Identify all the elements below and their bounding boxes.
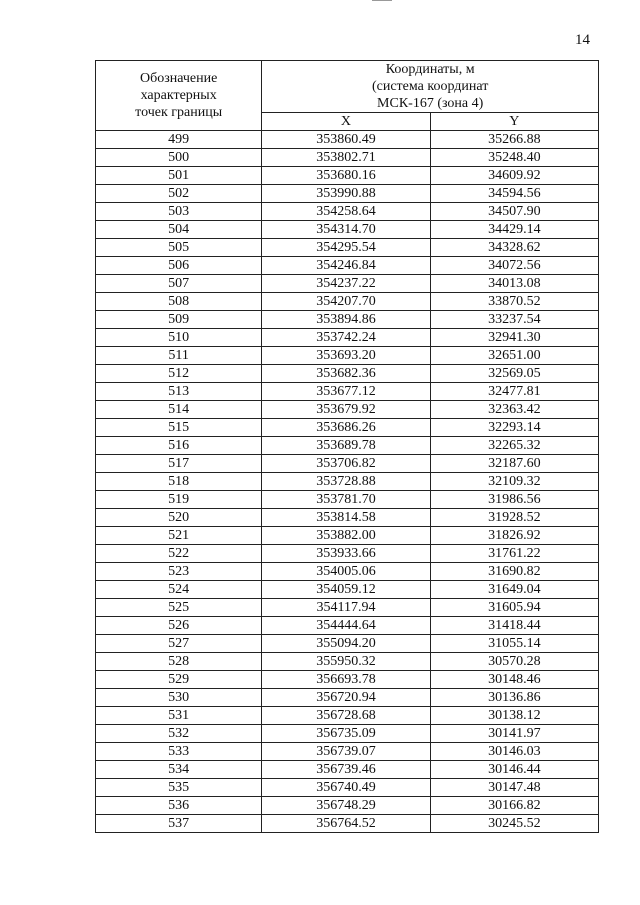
point-id-cell: 499 xyxy=(96,131,262,149)
point-id-cell: 511 xyxy=(96,347,262,365)
table-row xyxy=(96,221,599,239)
x-coordinate-cell: 353689.78 xyxy=(262,437,430,455)
table-body xyxy=(96,131,599,833)
point-id-cell: 524 xyxy=(96,581,262,599)
header-name-line: характерных xyxy=(140,88,217,103)
y-coordinate-cell: 31418.44 xyxy=(430,617,598,635)
y-coordinate-cell: 30146.03 xyxy=(430,743,598,761)
point-id-cell: 507 xyxy=(96,275,262,293)
table-row xyxy=(96,239,599,257)
x-coordinate-cell: 356728.68 xyxy=(262,707,430,725)
x-coordinate-cell: 356693.78 xyxy=(262,671,430,689)
header-name-line: точек границы xyxy=(135,105,223,120)
x-coordinate-cell: 353814.58 xyxy=(262,509,430,527)
table-row xyxy=(96,311,599,329)
x-coordinate-cell: 353682.36 xyxy=(262,365,430,383)
point-id-cell: 508 xyxy=(96,293,262,311)
point-id-cell: 505 xyxy=(96,239,262,257)
x-coordinate-cell: 353680.16 xyxy=(262,167,430,185)
point-id-cell: 513 xyxy=(96,383,262,401)
table-row xyxy=(96,599,599,617)
y-coordinate-cell: 34429.14 xyxy=(430,221,598,239)
table-row xyxy=(96,797,599,815)
y-coordinate-cell: 32265.32 xyxy=(430,437,598,455)
point-id-cell: 506 xyxy=(96,257,262,275)
y-coordinate-cell: 31649.04 xyxy=(430,581,598,599)
page-number: 14 xyxy=(575,32,590,48)
y-coordinate-cell: 31690.82 xyxy=(430,563,598,581)
table-row xyxy=(96,365,599,383)
x-coordinate-cell: 354005.06 xyxy=(262,563,430,581)
y-coordinate-cell: 33870.52 xyxy=(430,293,598,311)
point-id-cell: 535 xyxy=(96,779,262,797)
point-id-cell: 512 xyxy=(96,365,262,383)
x-coordinate-cell: 353894.86 xyxy=(262,311,430,329)
x-coordinate-cell: 356739.46 xyxy=(262,761,430,779)
x-coordinate-cell: 354207.70 xyxy=(262,293,430,311)
point-id-cell: 510 xyxy=(96,329,262,347)
x-coordinate-cell: 353686.26 xyxy=(262,419,430,437)
x-coordinate-cell: 356740.49 xyxy=(262,779,430,797)
x-coordinate-cell: 353706.82 xyxy=(262,455,430,473)
y-coordinate-cell: 32477.81 xyxy=(430,383,598,401)
table-row xyxy=(96,149,599,167)
table-row xyxy=(96,347,599,365)
y-coordinate-cell: 32363.42 xyxy=(430,401,598,419)
table-row xyxy=(96,743,599,761)
x-coordinate-cell: 354237.22 xyxy=(262,275,430,293)
table-row xyxy=(96,527,599,545)
y-coordinate-cell: 34609.92 xyxy=(430,167,598,185)
table-row xyxy=(96,491,599,509)
y-coordinate-cell: 30138.12 xyxy=(430,707,598,725)
x-coordinate-cell: 354059.12 xyxy=(262,581,430,599)
table-row xyxy=(96,257,599,275)
x-coordinate-cell: 353693.20 xyxy=(262,347,430,365)
table-row xyxy=(96,455,599,473)
point-id-cell: 526 xyxy=(96,617,262,635)
table-row xyxy=(96,761,599,779)
point-id-cell: 533 xyxy=(96,743,262,761)
y-coordinate-cell: 35248.40 xyxy=(430,149,598,167)
header-coord-line: МСК-167 (зона 4) xyxy=(377,96,484,111)
table-row xyxy=(96,581,599,599)
header-coord-line: (система координат xyxy=(371,79,489,94)
point-id-cell: 514 xyxy=(96,401,262,419)
table-row xyxy=(96,617,599,635)
table-row xyxy=(96,383,599,401)
x-coordinate-cell: 354295.54 xyxy=(262,239,430,257)
point-id-cell: 504 xyxy=(96,221,262,239)
x-coordinate-cell: 356735.09 xyxy=(262,725,430,743)
table-row xyxy=(96,779,599,797)
point-id-cell: 537 xyxy=(96,815,262,833)
table-row xyxy=(96,401,599,419)
y-coordinate-cell: 30148.46 xyxy=(430,671,598,689)
point-id-cell: 503 xyxy=(96,203,262,221)
y-coordinate-cell: 34594.56 xyxy=(430,185,598,203)
x-coordinate-cell: 355950.32 xyxy=(262,653,430,671)
point-id-cell: 521 xyxy=(96,527,262,545)
table-row xyxy=(96,419,599,437)
y-coordinate-cell: 31826.92 xyxy=(430,527,598,545)
x-coordinate-cell: 353679.92 xyxy=(262,401,430,419)
point-id-cell: 518 xyxy=(96,473,262,491)
point-id-cell: 509 xyxy=(96,311,262,329)
y-coordinate-cell: 30146.44 xyxy=(430,761,598,779)
point-id-cell: 534 xyxy=(96,761,262,779)
point-id-cell: 517 xyxy=(96,455,262,473)
x-coordinate-cell: 356748.29 xyxy=(262,797,430,815)
point-id-cell: 528 xyxy=(96,653,262,671)
point-id-cell: 500 xyxy=(96,149,262,167)
header-name-line: Обозначение xyxy=(139,71,218,86)
header-coord-line: Координаты, м xyxy=(385,62,475,77)
x-coordinate-cell: 355094.20 xyxy=(262,635,430,653)
table-row xyxy=(96,167,599,185)
table-row xyxy=(96,509,599,527)
y-coordinate-cell: 30141.97 xyxy=(430,725,598,743)
point-id-cell: 515 xyxy=(96,419,262,437)
y-coordinate-cell: 33237.54 xyxy=(430,311,598,329)
y-coordinate-cell: 30570.28 xyxy=(430,653,598,671)
table-row xyxy=(96,293,599,311)
point-id-cell: 516 xyxy=(96,437,262,455)
y-coordinate-cell: 32941.30 xyxy=(430,329,598,347)
y-coordinate-cell: 30166.82 xyxy=(430,797,598,815)
y-coordinate-cell: 34072.56 xyxy=(430,257,598,275)
y-coordinate-cell: 34507.90 xyxy=(430,203,598,221)
header-coordinates xyxy=(262,61,599,113)
point-id-cell: 501 xyxy=(96,167,262,185)
y-coordinate-cell: 34013.08 xyxy=(430,275,598,293)
table-header xyxy=(96,61,599,131)
x-coordinate-cell: 353781.70 xyxy=(262,491,430,509)
y-coordinate-cell: 30245.52 xyxy=(430,815,598,833)
point-id-cell: 536 xyxy=(96,797,262,815)
x-coordinate-cell: 353802.71 xyxy=(262,149,430,167)
table-row xyxy=(96,653,599,671)
y-coordinate-cell: 31605.94 xyxy=(430,599,598,617)
header-y: Y xyxy=(430,113,598,131)
x-coordinate-cell: 353933.66 xyxy=(262,545,430,563)
table-row xyxy=(96,635,599,653)
y-coordinate-cell: 32109.32 xyxy=(430,473,598,491)
x-coordinate-cell: 353742.24 xyxy=(262,329,430,347)
y-coordinate-cell: 31055.14 xyxy=(430,635,598,653)
y-coordinate-cell: 31761.22 xyxy=(430,545,598,563)
table-row xyxy=(96,329,599,347)
point-id-cell: 519 xyxy=(96,491,262,509)
point-id-cell: 520 xyxy=(96,509,262,527)
y-coordinate-cell: 30136.86 xyxy=(430,689,598,707)
table-row xyxy=(96,203,599,221)
x-coordinate-cell: 353882.00 xyxy=(262,527,430,545)
x-coordinate-cell: 353728.88 xyxy=(262,473,430,491)
point-id-cell: 527 xyxy=(96,635,262,653)
y-coordinate-cell: 32651.00 xyxy=(430,347,598,365)
point-id-cell: 502 xyxy=(96,185,262,203)
y-coordinate-cell: 31986.56 xyxy=(430,491,598,509)
point-id-cell: 525 xyxy=(96,599,262,617)
table-row xyxy=(96,131,599,149)
x-coordinate-cell: 356764.52 xyxy=(262,815,430,833)
point-id-cell: 530 xyxy=(96,689,262,707)
x-coordinate-cell: 353860.49 xyxy=(262,131,430,149)
table-row xyxy=(96,473,599,491)
y-coordinate-cell: 30147.48 xyxy=(430,779,598,797)
x-coordinate-cell: 354444.64 xyxy=(262,617,430,635)
point-id-cell: 532 xyxy=(96,725,262,743)
y-coordinate-cell: 32569.05 xyxy=(430,365,598,383)
x-coordinate-cell: 353677.12 xyxy=(262,383,430,401)
x-coordinate-cell: 356739.07 xyxy=(262,743,430,761)
table-row xyxy=(96,545,599,563)
x-coordinate-cell: 354314.70 xyxy=(262,221,430,239)
header-point-designation xyxy=(96,61,262,131)
table-row xyxy=(96,689,599,707)
y-coordinate-cell: 32293.14 xyxy=(430,419,598,437)
coordinates-table xyxy=(95,60,599,833)
y-coordinate-cell: 35266.88 xyxy=(430,131,598,149)
table-row xyxy=(96,275,599,293)
point-id-cell: 529 xyxy=(96,671,262,689)
y-coordinate-cell: 34328.62 xyxy=(430,239,598,257)
x-coordinate-cell: 356720.94 xyxy=(262,689,430,707)
table-row xyxy=(96,725,599,743)
x-coordinate-cell: 354258.64 xyxy=(262,203,430,221)
table-row xyxy=(96,563,599,581)
point-id-cell: 523 xyxy=(96,563,262,581)
top-scan-mark xyxy=(372,0,392,1)
table-row xyxy=(96,671,599,689)
point-id-cell: 522 xyxy=(96,545,262,563)
table-row xyxy=(96,707,599,725)
header-x: X xyxy=(262,113,430,131)
y-coordinate-cell: 31928.52 xyxy=(430,509,598,527)
table-row xyxy=(96,815,599,833)
table-row xyxy=(96,437,599,455)
table-row xyxy=(96,185,599,203)
x-coordinate-cell: 353990.88 xyxy=(262,185,430,203)
x-coordinate-cell: 354246.84 xyxy=(262,257,430,275)
point-id-cell: 531 xyxy=(96,707,262,725)
x-coordinate-cell: 354117.94 xyxy=(262,599,430,617)
y-coordinate-cell: 32187.60 xyxy=(430,455,598,473)
